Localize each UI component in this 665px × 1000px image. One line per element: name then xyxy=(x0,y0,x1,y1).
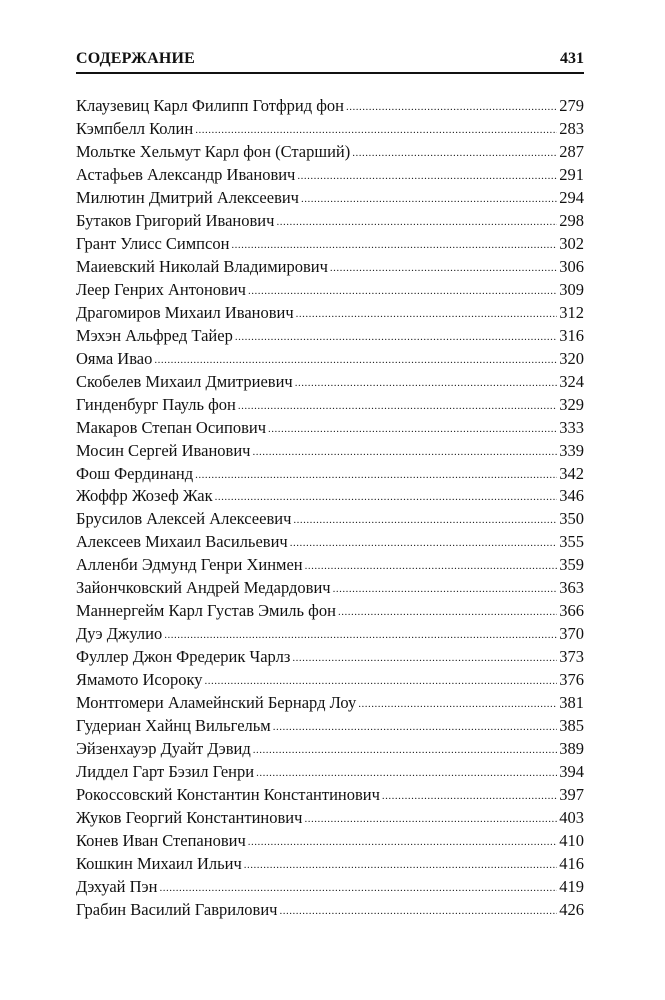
toc-entry-page: 329 xyxy=(559,394,584,414)
dot-leader xyxy=(195,462,557,487)
dot-leader xyxy=(346,94,557,119)
toc-entry-page: 376 xyxy=(559,670,584,690)
toc-entry-name: Мэхэн Альфред Тайер xyxy=(76,325,233,345)
toc-entry xyxy=(76,118,584,141)
toc-entry-name: Эйзенхауэр Дуайт Дэвид xyxy=(76,739,251,759)
dot-leader xyxy=(296,301,558,326)
toc-entry-name: Брусилов Алексей Алексеевич xyxy=(76,509,292,529)
toc-entry-name: Ямамото Исороку xyxy=(76,670,203,690)
toc-entry-name: Жоффр Жозеф Жак xyxy=(76,486,213,506)
toc-entry-name: Фош Фердинанд xyxy=(76,463,194,483)
dot-leader xyxy=(301,186,557,211)
toc-entry-page: 416 xyxy=(559,853,584,873)
toc-entry-name: Дэхуай Пэн xyxy=(76,876,158,896)
toc-entry xyxy=(76,279,584,302)
toc-entry-page: 316 xyxy=(559,325,584,345)
dot-leader xyxy=(293,507,557,532)
toc-entry xyxy=(76,508,584,531)
toc-entry xyxy=(76,807,584,830)
toc-entry-page: 294 xyxy=(559,187,584,207)
toc-entry-name: Жуков Георгий Константинович xyxy=(76,808,303,828)
toc-entry xyxy=(76,463,584,486)
table-of-contents xyxy=(76,95,584,922)
toc-entry-name: Драгомиров Михаил Иванович xyxy=(76,302,294,322)
dot-leader xyxy=(279,898,557,923)
toc-entry-name: Скобелев Михаил Дмитриевич xyxy=(76,371,293,391)
dot-leader xyxy=(159,875,557,900)
toc-entry-name: Леер Генрих Антонович xyxy=(76,279,246,299)
toc-entry xyxy=(76,738,584,761)
toc-entry xyxy=(76,348,584,371)
toc-entry-page: 403 xyxy=(559,808,584,828)
dot-leader xyxy=(253,737,558,762)
toc-entry-page: 291 xyxy=(559,164,584,184)
toc-entry-page: 363 xyxy=(559,578,584,598)
toc-entry xyxy=(76,394,584,417)
toc-entry xyxy=(76,95,584,118)
toc-entry xyxy=(76,233,584,256)
dot-leader xyxy=(292,645,557,670)
toc-entry-name: Мосин Сергей Иванович xyxy=(76,440,251,460)
toc-entry-name: Макаров Степан Осипович xyxy=(76,417,266,437)
toc-entry-page: 426 xyxy=(559,899,584,919)
toc-entry xyxy=(76,485,584,508)
toc-entry-name: Лиддел Гарт Бэзил Генри xyxy=(76,762,255,782)
toc-entry xyxy=(76,600,584,623)
dot-leader xyxy=(338,599,557,624)
toc-entry xyxy=(76,325,584,348)
toc-entry xyxy=(76,577,584,600)
toc-entry-name: Монтгомери Аламейнский Бернард Лоу xyxy=(76,693,357,713)
toc-entry-name: Конев Иван Степанович xyxy=(76,831,246,850)
toc-entry-page: 339 xyxy=(559,440,584,460)
toc-entry xyxy=(76,692,584,715)
toc-entry xyxy=(76,646,584,669)
toc-entry-page: 397 xyxy=(559,785,584,805)
toc-entry-page: 333 xyxy=(559,417,584,437)
dot-leader xyxy=(164,622,557,647)
dot-leader xyxy=(295,370,558,395)
toc-entry-name: Милютин Дмитрий Алексеевич xyxy=(76,187,299,207)
dot-leader xyxy=(248,278,557,303)
toc-entry xyxy=(76,623,584,646)
toc-entry-name: Гинденбург Пауль фон xyxy=(76,394,236,414)
dot-leader xyxy=(358,691,557,716)
toc-entry-page: 389 xyxy=(559,739,584,759)
dot-leader xyxy=(256,760,557,785)
toc-entry xyxy=(76,371,584,394)
toc-entry-page: 346 xyxy=(559,486,584,506)
toc-entry-page: 370 xyxy=(559,624,584,644)
dot-leader xyxy=(195,117,557,142)
dot-leader xyxy=(248,829,558,854)
toc-entry-name: Бутаков Григорий Иванович xyxy=(76,210,275,230)
toc-entry xyxy=(76,141,584,164)
toc-entry-page: 324 xyxy=(559,371,584,391)
dot-leader xyxy=(382,783,557,808)
toc-entry-name: Алленби Эдмунд Генри Хинмен xyxy=(76,555,303,575)
toc-entry-page: 350 xyxy=(559,509,584,529)
toc-entry-name: Зайончковский Андрей Медардович xyxy=(76,578,331,598)
running-header xyxy=(76,46,584,74)
toc-entry-page: 320 xyxy=(559,348,584,368)
toc-entry-name: Кошкин Михаил Ильич xyxy=(76,853,242,873)
dot-leader xyxy=(215,484,558,509)
toc-entry xyxy=(76,715,584,738)
toc-entry xyxy=(76,876,584,899)
toc-entry-page: 355 xyxy=(559,532,584,552)
toc-entry-page: 306 xyxy=(559,256,584,276)
toc-entry-name: Грант Улисс Симпсон xyxy=(76,233,230,253)
toc-entry-name: Мольтке Хельмут Карл фон (Старший) xyxy=(76,141,351,161)
toc-entry-name: Дуэ Джулио xyxy=(76,624,163,644)
toc-entry-page: 312 xyxy=(559,302,584,322)
dot-leader xyxy=(333,576,558,601)
toc-entry-page: 279 xyxy=(559,96,584,115)
toc-entry-name: Фуллер Джон Фредерик Чарлз xyxy=(76,647,291,667)
toc-entry xyxy=(76,784,584,807)
dot-leader xyxy=(276,209,557,234)
toc-entry xyxy=(76,899,584,922)
dot-leader xyxy=(154,347,557,372)
section-title: СОДЕРЖАНИЕ xyxy=(76,50,196,67)
toc-entry-page: 302 xyxy=(559,233,584,253)
toc-entry xyxy=(76,830,584,853)
toc-entry-page: 394 xyxy=(559,762,584,782)
toc-entry xyxy=(76,853,584,876)
toc-entry-name: Маннергейм Карл Густав Эмиль фон xyxy=(76,601,336,621)
toc-entry xyxy=(76,164,584,187)
toc-entry-page: 359 xyxy=(559,555,584,575)
toc-entry xyxy=(76,440,584,463)
dot-leader xyxy=(273,714,558,739)
toc-entry-page: 381 xyxy=(559,693,584,713)
toc-entry-name: Кэмпбелл Колин xyxy=(76,118,194,138)
toc-entry xyxy=(76,554,584,577)
dot-leader xyxy=(244,852,557,877)
dot-leader xyxy=(238,393,557,418)
toc-entry-page: 298 xyxy=(559,210,584,230)
dot-leader xyxy=(297,163,557,188)
toc-entry xyxy=(76,531,584,554)
toc-entry xyxy=(76,417,584,440)
dot-leader xyxy=(330,255,557,280)
page-number: 431 xyxy=(560,50,584,67)
toc-entry xyxy=(76,210,584,233)
toc-entry-name: Маиевский Николай Владимирович xyxy=(76,256,328,276)
toc-entry-name: Гудериан Хайнц Вильгельм xyxy=(76,716,271,736)
toc-entry-name: Ояма Ивао xyxy=(76,348,153,368)
dot-leader xyxy=(290,530,558,555)
toc-entry xyxy=(76,187,584,210)
dot-leader xyxy=(235,324,557,349)
toc-entry-page: 373 xyxy=(559,647,584,667)
toc-entry-name: Рокоссовский Константин Константинович xyxy=(76,785,380,805)
toc-entry xyxy=(76,669,584,692)
toc-entry-name: Алексеев Михаил Васильевич xyxy=(76,532,288,552)
toc-entry-page: 385 xyxy=(559,716,584,736)
dot-leader xyxy=(352,140,557,165)
toc-entry-name: Клаузевиц Карл Филипп Готфрид фон xyxy=(76,96,345,115)
toc-entry-page: 283 xyxy=(559,118,584,138)
dot-leader xyxy=(252,439,557,464)
dot-leader xyxy=(231,232,557,257)
toc-entry xyxy=(76,256,584,279)
dot-leader xyxy=(304,806,557,831)
dot-leader xyxy=(268,416,557,441)
toc-entry-page: 287 xyxy=(559,141,584,161)
toc-entry xyxy=(76,302,584,325)
toc-entry-page: 342 xyxy=(559,463,584,483)
toc-entry-page: 366 xyxy=(559,601,584,621)
dot-leader xyxy=(305,553,558,578)
toc-entry-name: Грабин Василий Гаврилович xyxy=(76,899,278,919)
toc-entry-page: 309 xyxy=(559,279,584,299)
toc-entry-page: 419 xyxy=(559,876,584,896)
toc-entry xyxy=(76,761,584,784)
toc-entry-page: 410 xyxy=(559,831,584,850)
dot-leader xyxy=(205,668,558,693)
toc-entry-name: Астафьев Александр Иванович xyxy=(76,164,296,184)
